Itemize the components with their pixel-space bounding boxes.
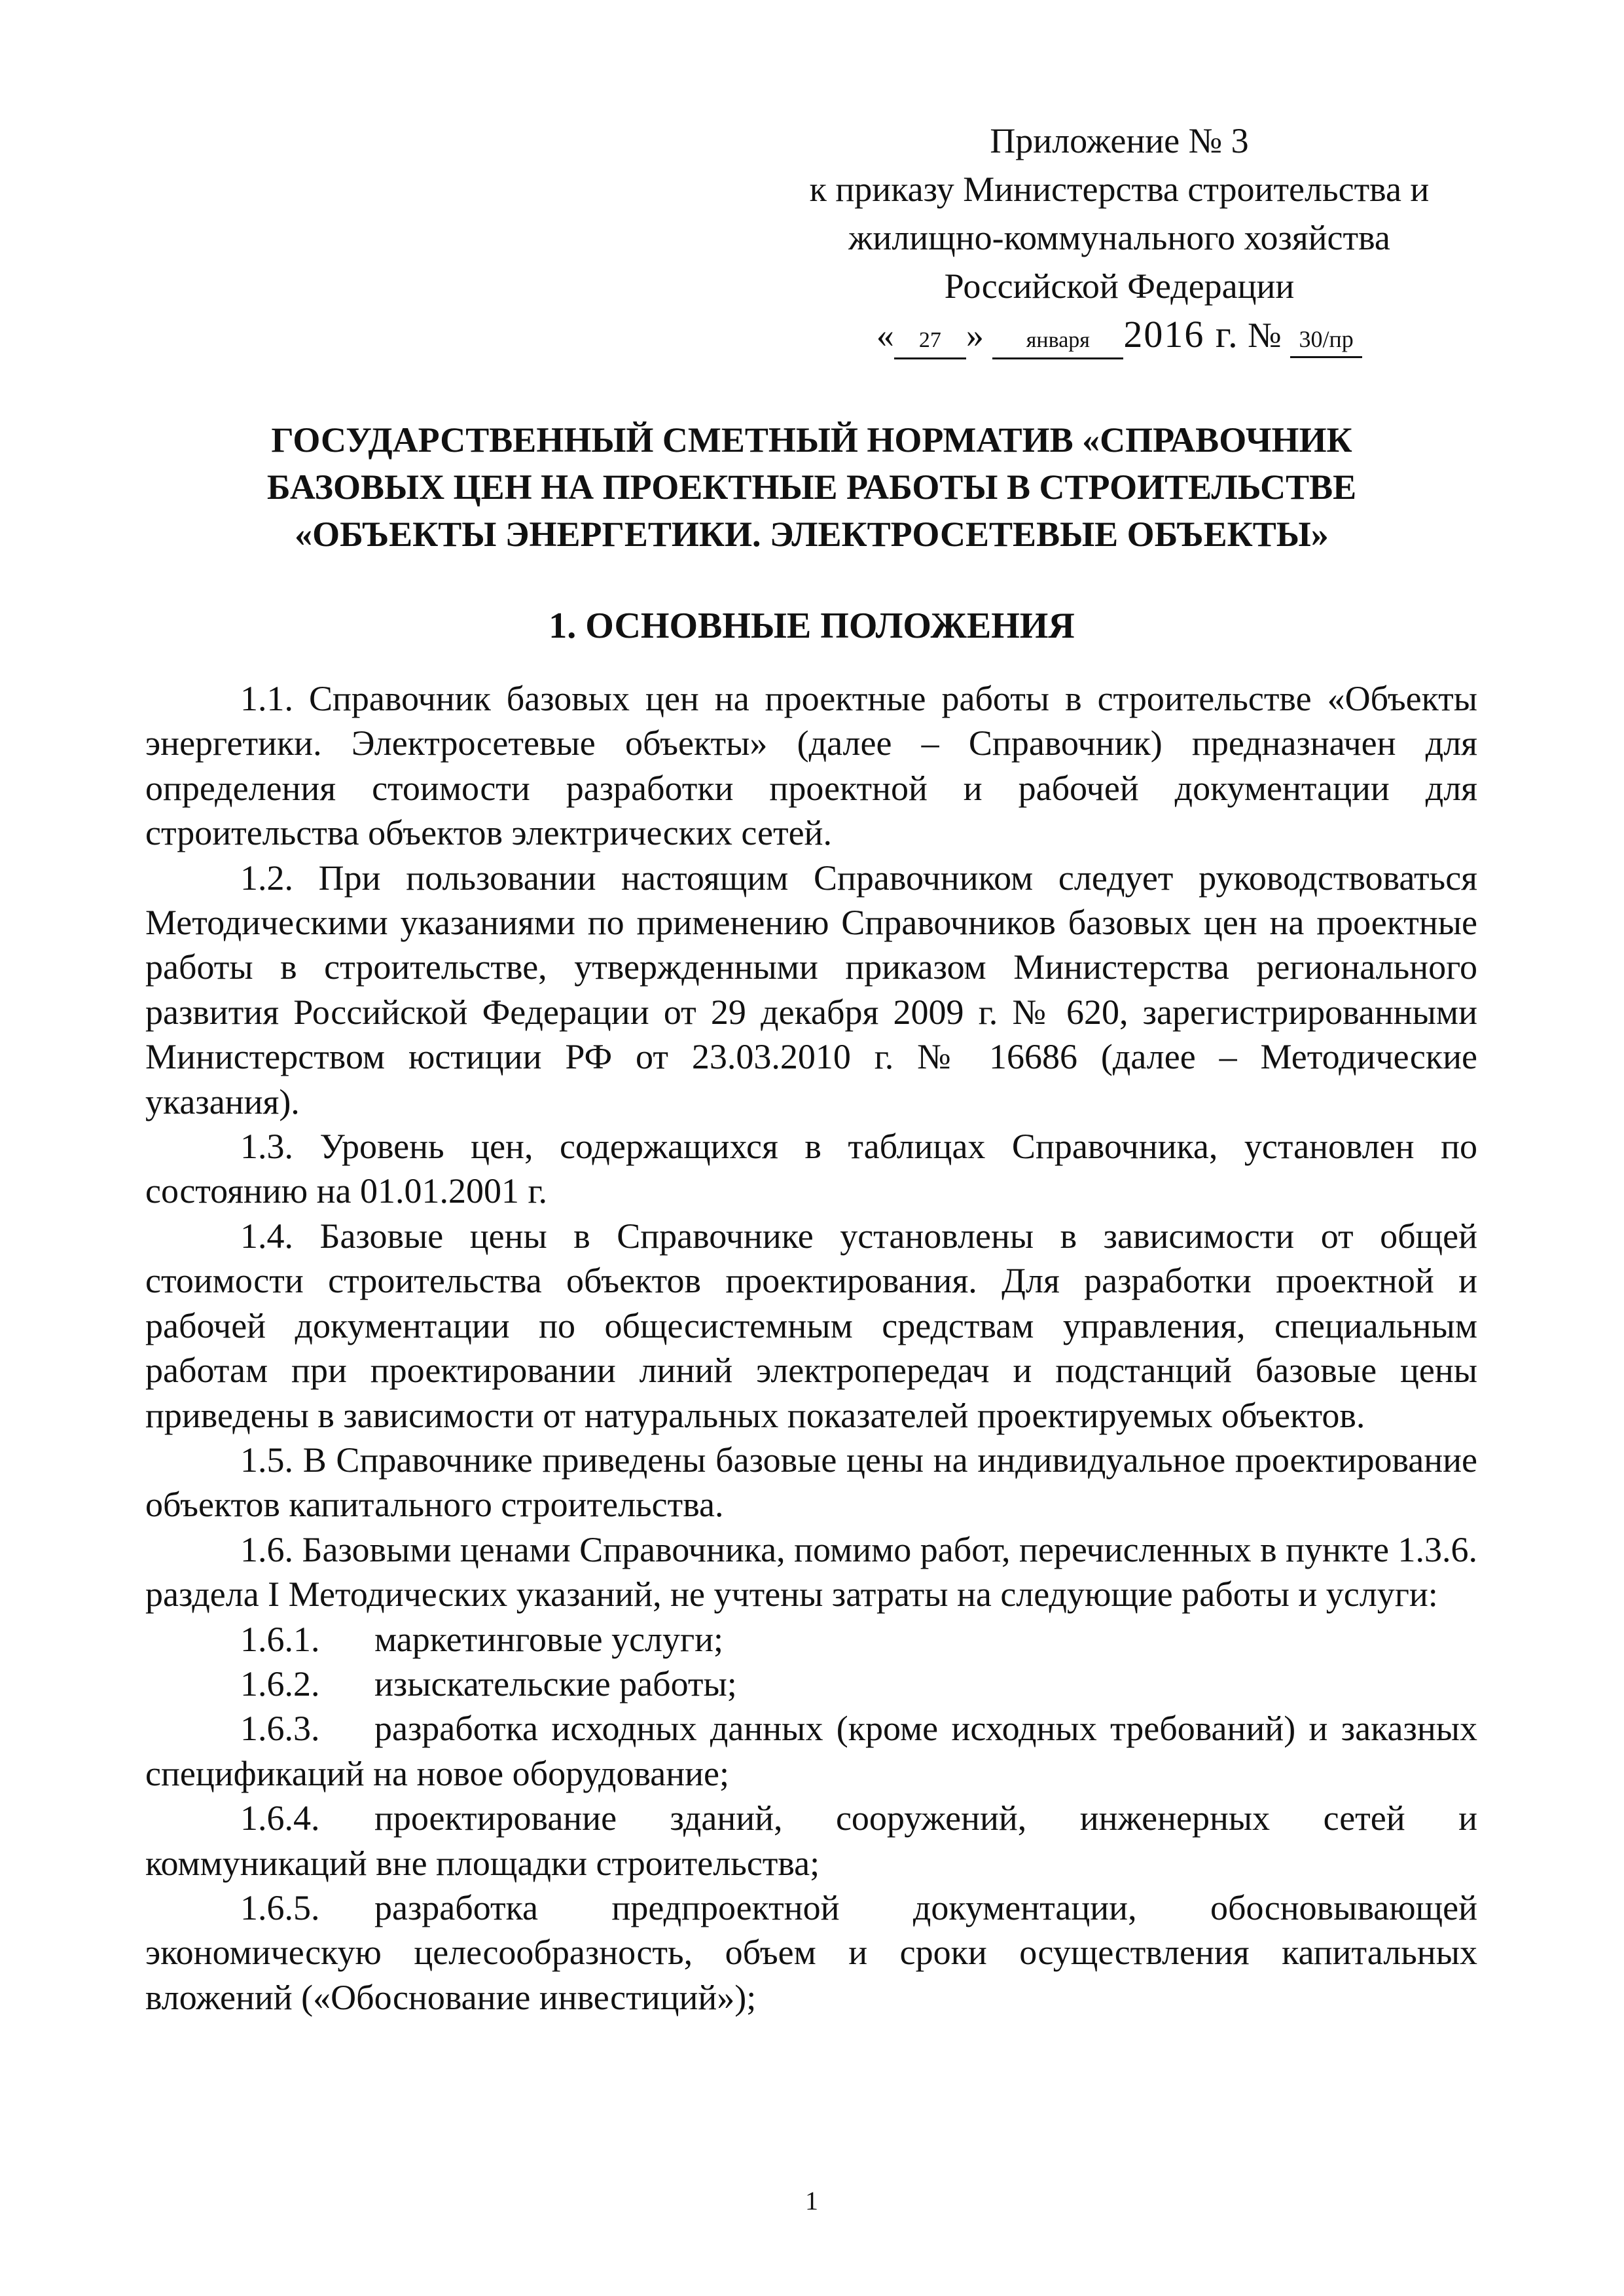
section-heading: 1. ОСНОВНЫЕ ПОЛОЖЕНИЯ	[549, 606, 1075, 646]
subitem-number: 1.6.3.	[240, 1709, 320, 1749]
number-sign: №	[1248, 316, 1282, 355]
document-title	[151, 416, 1473, 558]
subitem-number: 1.6.1.	[240, 1619, 320, 1659]
attachment-title: Приложение № 3	[990, 121, 1249, 160]
attachment-order-ref: к приказу Министерства строительства и	[809, 170, 1430, 209]
title-line-2: БАЗОВЫХ ЦЕН НА ПРОЕКТНЫЕ РАБОТЫ В СТРОИТЕЛЬСТВЕ	[266, 467, 1357, 507]
subitem-1-6-5	[145, 1886, 1477, 2020]
attachment-block	[753, 117, 1486, 359]
attachment-ministry: жилищно-коммунального хозяйства	[848, 218, 1390, 257]
date-close-quote: »	[965, 316, 984, 355]
subitem-text: проектирование зданий, сооружений, инженерных сетей и коммуникаций вне площадки строительства;	[145, 1798, 1477, 1883]
body-text	[145, 676, 1477, 2020]
paragraph-1-5: 1.5. В Справочнике приведены базовые цены на индивидуальное проектирование объектов капитального строительства.	[145, 1440, 1477, 1525]
title-line-1: ГОСУДАРСТВЕННЫЙ СМЕТНЫЙ НОРМАТИВ «СПРАВОЧНИК	[271, 420, 1352, 460]
paragraph-1-2: 1.2. При пользовании настоящим Справочником следует руководствоваться Методическими указаниями по применению Справочников базовых цен на проектные работы в строительстве, утвержденными приказом Министерства регионального развития Российской Федерации от 29 декабря 2009 г. № 620, зарегистрированными Министерством юстиции РФ от 23.03.2010 г. № 16686 (далее – Методические указания).	[145, 858, 1477, 1121]
subitem-1-6-2	[145, 1662, 1477, 1706]
date-open-quote: «	[876, 316, 894, 355]
date-year: 2016 г.	[1123, 313, 1239, 355]
attachment-date-line	[753, 310, 1486, 359]
subitem-text: изыскательские работы;	[374, 1664, 737, 1704]
paragraph-1-1: 1.1. Справочник базовых цен на проектные работы в строительстве «Объекты энергетики. Электросетевые объекты» (далее – Справочник) предназначен для определения стоимости разработки проектной и рабочей документации для строительства объектов электрических сетей.	[145, 679, 1477, 853]
page-number: 1	[805, 2186, 818, 2215]
subitem-number: 1.6.2.	[240, 1664, 320, 1704]
paragraph-1-6: 1.6. Базовыми ценами Справочника, помимо работ, перечисленных в пункте 1.3.6. раздела I Методических указаний, не учтены затраты на следующие работы и услуги:	[145, 1529, 1477, 1614]
date-month: января	[992, 323, 1123, 359]
subitem-number: 1.6.4.	[240, 1798, 320, 1838]
subitem-1-6-4	[145, 1796, 1477, 1886]
attachment-country: Российской Федерации	[944, 266, 1295, 306]
paragraph-1-4: 1.4. Базовые цены в Справочнике установлены в зависимости от общей стоимости строительства объектов проектирования. Для разработки проектной и рабочей документации по общесистемным средствам управления, специальным работам при проектировании линий электропередач и подстанций базовые цены приведены в зависимости от натуральных показателей проектируемых объектов.	[145, 1216, 1477, 1435]
subitem-1-6-3	[145, 1706, 1477, 1796]
subitem-text: разработка исходных данных (кроме исходных требований) и заказных спецификаций на новое оборудование;	[145, 1709, 1477, 1793]
title-line-3: «ОБЪЕКТЫ ЭНЕРГЕТИКИ. ЭЛЕКТРОСЕТЕВЫЕ ОБЪЕКТЫ»	[295, 515, 1329, 554]
subitem-text: разработка предпроектной документации, обосновывающей экономическую целесообразность, объем и сроки осуществления капитальных вложений («Обоснование инвестиций»);	[145, 1887, 1477, 2017]
subitem-number: 1.6.5.	[240, 1887, 320, 1927]
subitem-1-6-1	[145, 1617, 1477, 1662]
subitem-text: маркетинговые услуги;	[374, 1619, 724, 1659]
paragraph-1-3: 1.3. Уровень цен, содержащихся в таблицах Справочника, установлен по состоянию на 01.01.2001 г.	[145, 1127, 1477, 1211]
date-day: 27	[894, 323, 966, 359]
order-number: 30/пр	[1290, 322, 1362, 358]
